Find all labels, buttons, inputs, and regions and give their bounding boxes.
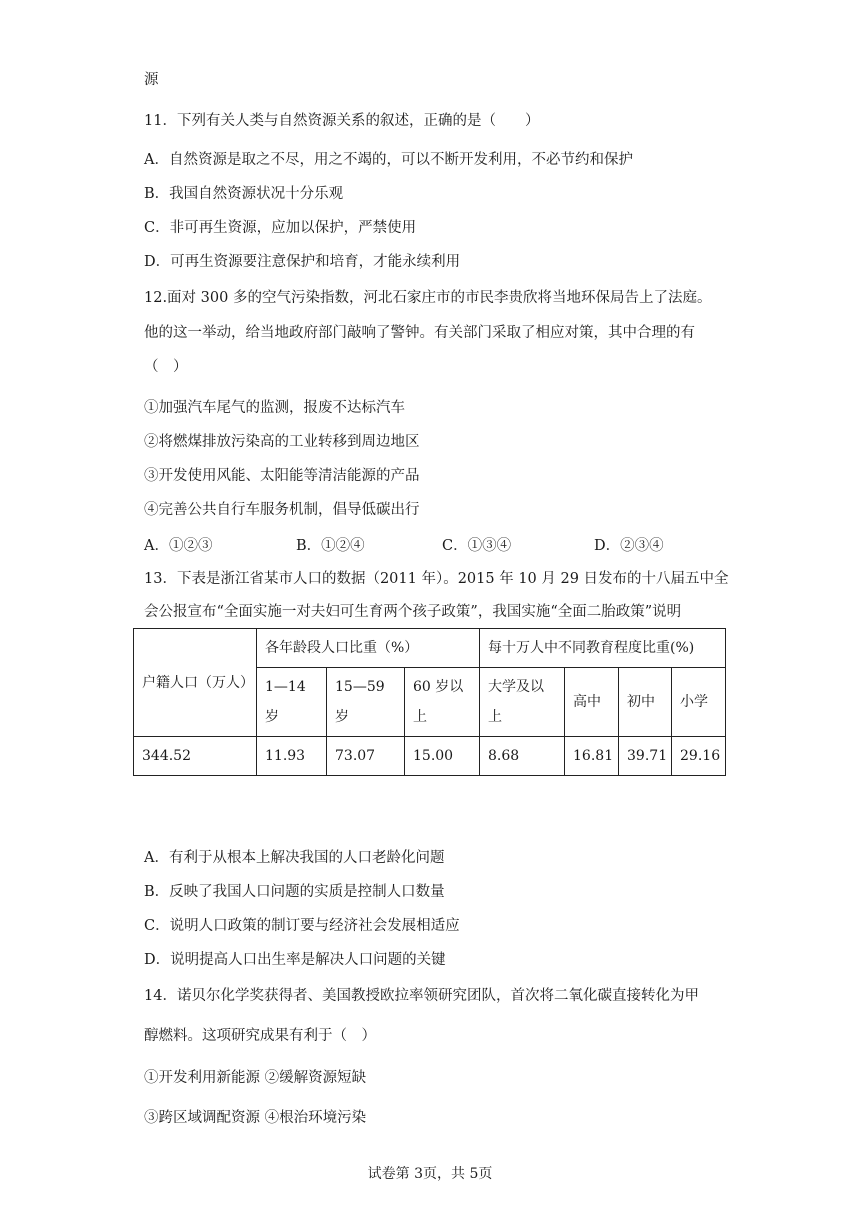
question-13-option-d: D．说明提高人口出生率是解决人口问题的关键 bbox=[144, 952, 446, 968]
question-13-option-c: C．说明人口政策的制订要与经济社会发展相适应 bbox=[144, 918, 460, 934]
table-cell: 39.71 bbox=[619, 737, 672, 776]
question-12-item-4: ④完善公共自行车服务机制，倡导低碳出行 bbox=[144, 502, 420, 518]
question-12-option-a: A．①②③ bbox=[144, 538, 213, 554]
question-11-stem: 11．下列有关人类与自然资源关系的叙述，正确的是（ ） bbox=[144, 113, 540, 129]
question-13-option-b: B．反映了我国人口问题的实质是控制人口数量 bbox=[144, 884, 445, 900]
header-registered-population: 户籍人口（万人） bbox=[134, 629, 257, 737]
population-data-table bbox=[133, 628, 726, 776]
header-edu-primary-school: 小学 bbox=[672, 668, 726, 737]
question-12-option-c: C．①③④ bbox=[442, 538, 512, 554]
table-cell: 344.52 bbox=[134, 737, 257, 776]
table-row bbox=[134, 737, 726, 776]
header-edu-high-school: 高中 bbox=[565, 668, 619, 737]
question-12-option-b: B．①②④ bbox=[296, 538, 365, 554]
question-12-stem-line-2: 他的这一举动，给当地政府部门敲响了警钟。有关部门采取了相应对策，其中合理的有 bbox=[144, 325, 695, 341]
question-14-items-2: ③跨区域调配资源 ④根治环境污染 bbox=[144, 1110, 367, 1126]
question-13-stem-line-2: 会公报宣布“全面实施一对夫妇可生育两个孩子政策”，我国实施“全面二胎政策”说明 bbox=[144, 604, 682, 620]
question-12-item-2: ②将燃煤排放污染高的工业转移到周边地区 bbox=[144, 434, 420, 450]
header-age-group: 各年龄段人口比重（%） bbox=[257, 629, 480, 668]
question-14-stem-line-2: 醇燃料。这项研究成果有利于（ ） bbox=[144, 1028, 376, 1044]
question-13-option-a: A．有利于从根本上解决我国的人口老龄化问题 bbox=[144, 850, 445, 866]
question-12-stem-line-1: 12.面对 300 多的空气污染指数，河北石家庄市的市民李贵欣将当地环保局告上了法庭。 bbox=[144, 290, 712, 306]
question-12-answer-bracket: （ ） bbox=[144, 359, 188, 375]
question-12-option-d: D．②③④ bbox=[594, 538, 664, 554]
question-12-options bbox=[144, 534, 704, 554]
question-11-option-a: A．自然资源是取之不尽，用之不竭的，可以不断开发利用，不必节约和保护 bbox=[144, 152, 633, 168]
table-header-row bbox=[134, 629, 726, 668]
question-11-option-d: D．可再生资源要注意保护和培育，才能永续利用 bbox=[144, 254, 461, 270]
header-edu-middle-school: 初中 bbox=[619, 668, 672, 737]
question-11-option-b: B．我国自然资源状况十分乐观 bbox=[144, 186, 344, 202]
table-cell: 73.07 bbox=[327, 737, 405, 776]
question-14-stem-line-1: 14．诺贝尔化学奖获得者、美国教授欧拉率领研究团队，首次将二氧化碳直接转化为甲 bbox=[144, 988, 699, 1004]
question-11-option-c: C．非可再生资源，应加以保护，严禁使用 bbox=[144, 220, 417, 236]
question-13-stem-line-1: 13．下表是浙江省某市人口的数据（2011 年）。2015 年 10 月 29 日发布的十八届五中全 bbox=[144, 571, 729, 587]
question-12-item-3: ③开发使用风能、太阳能等清洁能源的产品 bbox=[144, 468, 420, 484]
header-age-1-14: 1—14岁 bbox=[257, 668, 327, 737]
table-cell: 15.00 bbox=[405, 737, 480, 776]
continued-text: 源 bbox=[144, 72, 159, 88]
header-age-15-59: 15—59岁 bbox=[327, 668, 405, 737]
question-12-item-1: ①加强汽车尾气的监测，报废不达标汽车 bbox=[144, 400, 405, 416]
header-education-group: 每十万人中不同教育程度比重(%) bbox=[480, 629, 726, 668]
page-footer: 试卷第 3页，共 5页 bbox=[367, 1166, 493, 1182]
header-age-60-plus: 60 岁以上 bbox=[405, 668, 480, 737]
header-edu-university: 大学及以上 bbox=[480, 668, 565, 737]
table-cell: 16.81 bbox=[565, 737, 619, 776]
question-14-items-1: ①开发利用新能源 ②缓解资源短缺 bbox=[144, 1070, 367, 1086]
table-cell: 11.93 bbox=[257, 737, 327, 776]
table-cell: 29.16 bbox=[672, 737, 726, 776]
table-cell: 8.68 bbox=[480, 737, 565, 776]
